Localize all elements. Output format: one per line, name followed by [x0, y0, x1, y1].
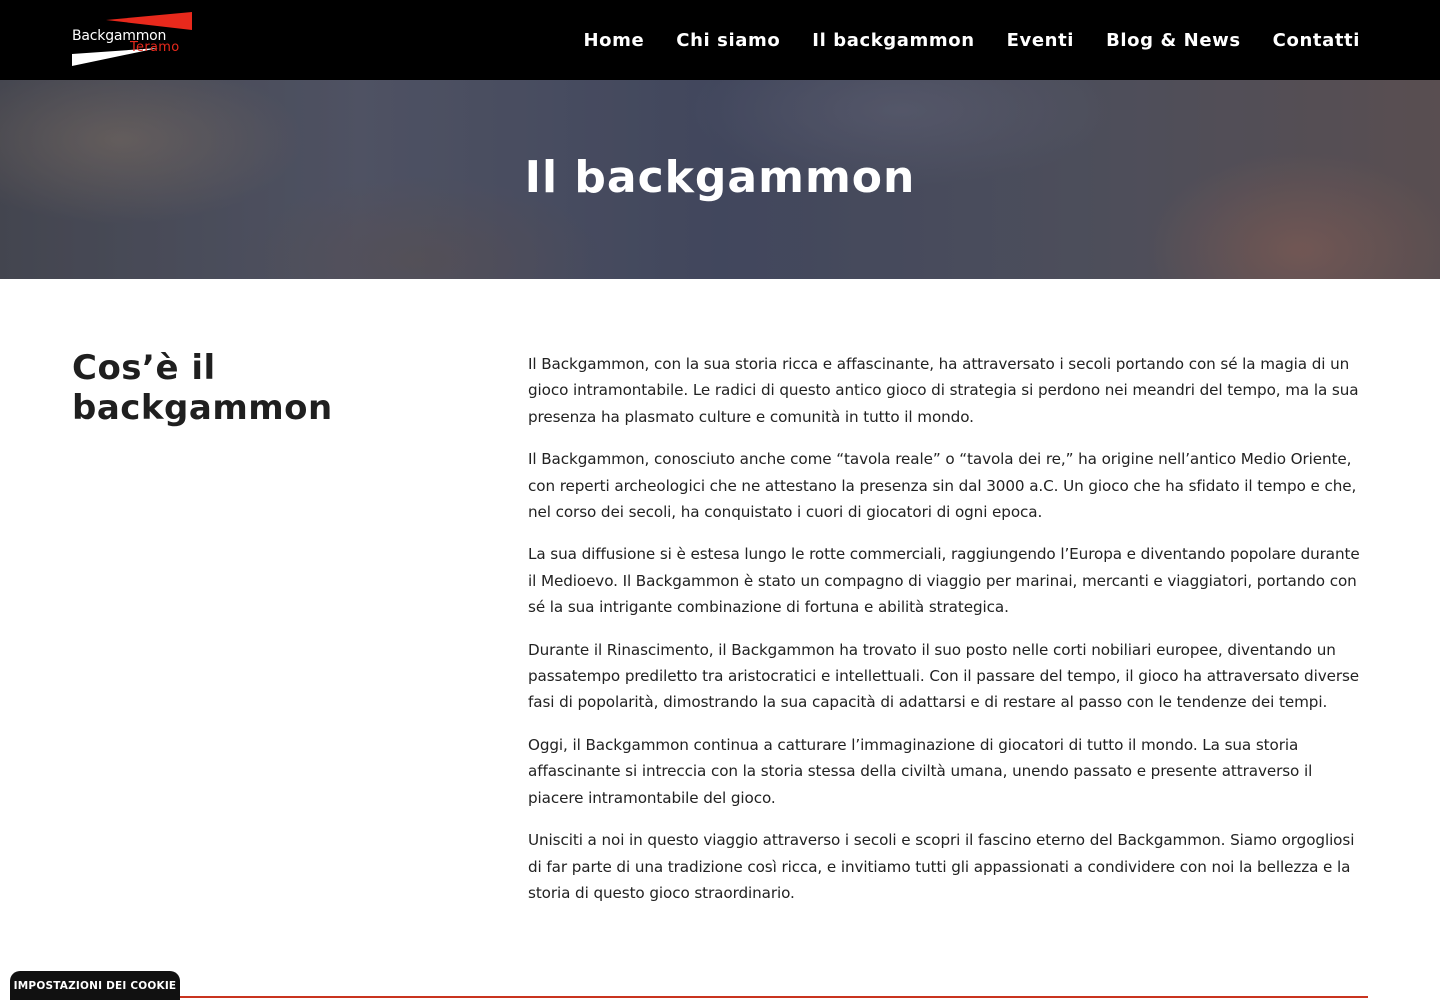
main-nav: [583, 0, 1360, 80]
cookie-settings-button[interactable]: IMPOSTAZIONI DEI COOKIE: [10, 971, 180, 1000]
logo-text: Backgammon: [72, 28, 167, 44]
paragraph: Durante il Rinascimento, il Backgammon ha trovato il suo posto nelle corti nobiliari europee, diventando un passatempo prediletto tra aristocratici e intellettuali. Con il passare del tempo, il gioco ha attraversato diverse fasi di popolarità, dimostrando la sua capacità di adattarsi e di restare al passo con le tendenze dei tempi.: [528, 640, 1360, 712]
logo-subtext: Teramo: [130, 40, 180, 55]
paragraph: Il Backgammon, con la sua storia ricca e affascinante, ha attraversato i secoli portando con sé la magia di un gioco intramontabile. Le radici di questo antico gioco di strategia si perdono nei meandri del tempo, ma la sua presenza ha plasmato culture e comunità in tutto il mondo.: [528, 355, 1359, 426]
page-title: Il backgammon: [524, 152, 916, 203]
nav-item-blog-news[interactable]: Blog & News: [1106, 29, 1241, 51]
site-logo[interactable]: [72, 12, 194, 68]
article-body: [528, 351, 1368, 922]
paragraph: Unisciti a noi in questo viaggio attraverso i secoli e scopri il fascino eterno del Backgammon. Siamo orgogliosi di far parte di una tradizione così ricca, e invitiamo tutti gli appassionati a condividere con noi la bellezza e la storia di questo gioco straordinario.: [528, 831, 1355, 902]
paragraph: La sua diffusione si è estesa lungo le rotte commerciali, raggiungendo l’Europa e diventando popolare durante il Medioevo. Il Backgammon è stato un compagno di viaggio per marinai, mercanti e viaggiatori, portando con sé la sua intrigante combinazione di fortuna e abilità strategica.: [528, 545, 1360, 617]
nav-item-il-backgammon[interactable]: Il backgammon: [812, 29, 975, 51]
paragraph: Oggi, il Backgammon continua a catturare l’immaginazione di giocatori di tutto il mondo. La sua storia affascinante si intreccia con la storia stessa della civiltà umana, unendo passato e presente attraverso il piacere intramontabile del gioco.: [528, 735, 1313, 807]
nav-item-eventi[interactable]: Eventi: [1006, 29, 1075, 51]
nav-item-home[interactable]: Home: [583, 29, 645, 51]
hero-banner: [0, 80, 1440, 279]
nav-item-chi-siamo[interactable]: Chi siamo: [676, 29, 781, 51]
site-header: [0, 0, 1440, 80]
nav-item-contatti[interactable]: Contatti: [1272, 29, 1360, 51]
section-divider: [72, 996, 1368, 998]
paragraph: Il Backgammon, conosciuto anche come “tavola reale” o “tavola dei re,” ha origine nell’antico Medio Oriente, con reperti archeologici che ne attestano la presenza sin dal 3000 a.C. Un gioco che ha sfidato il tempo e che, nel corso dei secoli, ha conquistato i cuori di giocatori di ogni epoca.: [528, 450, 1357, 522]
section-heading: Cos’è il backgammon: [72, 348, 333, 428]
